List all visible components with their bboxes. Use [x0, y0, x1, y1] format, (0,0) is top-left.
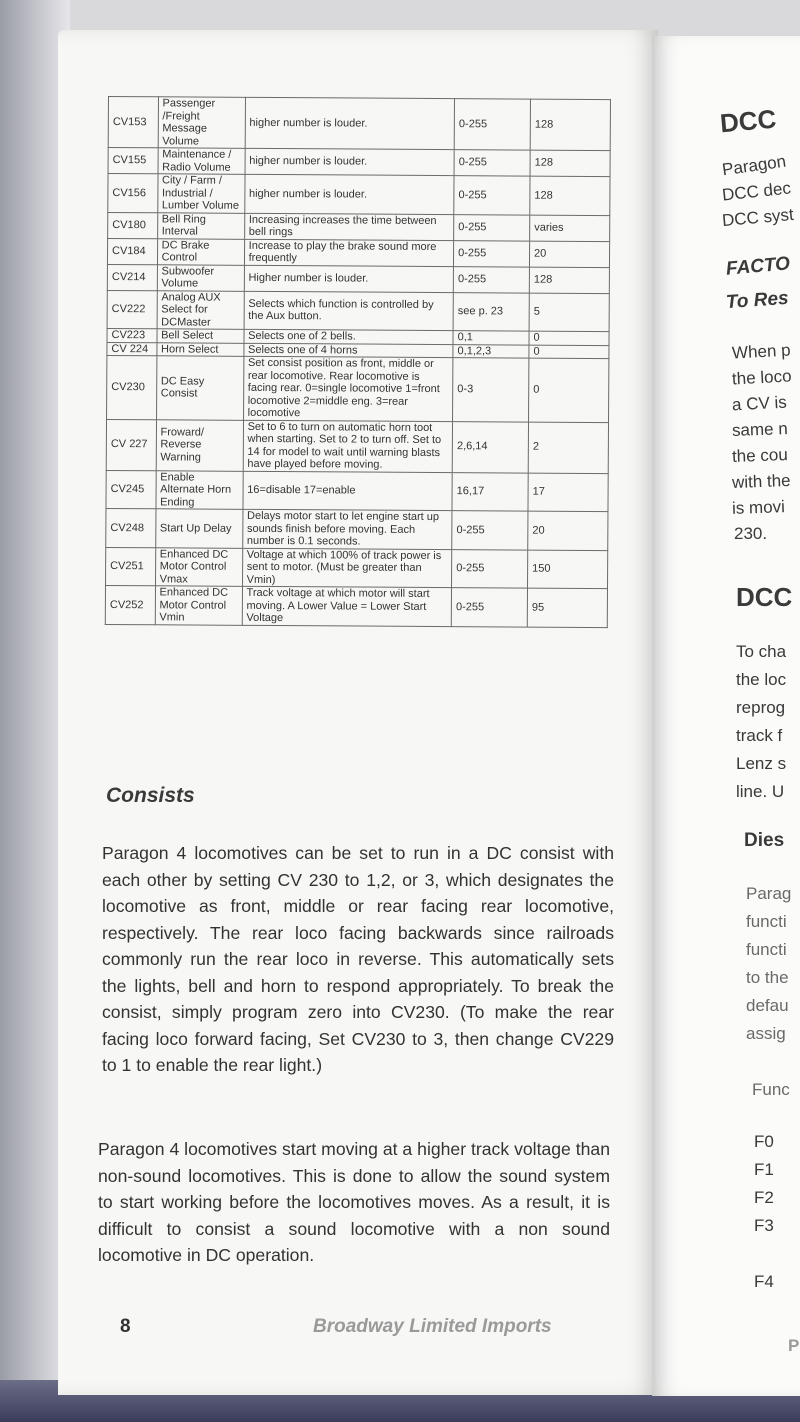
- right-text-line: reprog: [736, 698, 786, 717]
- cell-desc: Voltage at which 100% of track power is sent to motor. (Must be greater than Vmin): [242, 548, 452, 588]
- cell-default: 2: [528, 422, 608, 473]
- table-row: [106, 508, 608, 550]
- right-text-line: same n: [731, 419, 789, 440]
- cell-range: 0-255: [454, 214, 530, 240]
- cell-name: Enable Alternate Horn Ending: [156, 470, 243, 509]
- right-text-line: track f: [736, 726, 783, 745]
- cell-name: Passenger /Freight Message Volume: [158, 97, 245, 149]
- right-text-line: functi: [746, 940, 787, 959]
- cell-default: 128: [530, 176, 610, 215]
- right-function-f3: F3: [754, 1216, 774, 1235]
- cell-desc: higher number is louder.: [245, 97, 455, 149]
- cell-name: Enhanced DC Motor Control Vmax: [155, 547, 242, 586]
- paragraph-consists-2: Paragon 4 locomotives start moving at a higher track voltage than non-sound locomotives. This is done to allow the sound system to start working before the locomotives moves. As a result, it is difficult to consist a sound locomotive with a non sound locomotive in DC operation.: [98, 1139, 610, 1265]
- cell-desc: 16=disable 17=enable: [243, 471, 453, 511]
- cell-name: Horn Select: [156, 342, 243, 356]
- table-row: [106, 547, 608, 589]
- right-text-line: the loc: [736, 670, 787, 689]
- cell-default: 95: [527, 588, 607, 627]
- cell-cv: CV245: [106, 470, 156, 509]
- cell-cv: CV230: [107, 355, 157, 419]
- right-text-line: the loco: [731, 366, 792, 389]
- cell-range: 0-255: [452, 549, 528, 588]
- cell-default: 20: [528, 511, 608, 550]
- cell-default: 150: [528, 550, 608, 589]
- table-row: [107, 264, 609, 293]
- cell-desc: Delays motor start to let engine start up sounds finish before moving. Each number is 0.1 seconds.: [242, 509, 452, 549]
- cell-range: 0,1: [453, 331, 529, 345]
- right-function-f0: F0: [754, 1132, 774, 1151]
- cell-default: varies: [530, 215, 610, 241]
- right-text-line: To cha: [736, 642, 787, 661]
- cell-cv: CV180: [108, 212, 158, 238]
- right-text-line: assig: [746, 1024, 786, 1043]
- cv-table-body: [105, 97, 610, 628]
- right-bottom-letter: P: [788, 1336, 800, 1355]
- cell-desc: higher number is louder.: [245, 148, 455, 175]
- right-text-line: the cou: [731, 445, 789, 466]
- cell-desc: Higher number is louder.: [244, 265, 454, 292]
- section-title: Consists: [106, 784, 195, 807]
- cell-cv: CV155: [108, 148, 158, 174]
- cell-desc: Selects which function is controlled by the Aux button.: [244, 291, 454, 331]
- right-function-f2: F2: [754, 1188, 774, 1207]
- cell-desc: Set consist position as front, middle or rear locomotive. Rear locomotive is facing rear. 0=single locomotive 1=front locomotive 2=middle eng. 3=rear locomotive: [243, 356, 453, 421]
- cell-default: 20: [529, 241, 609, 267]
- cell-cv: CV252: [105, 585, 155, 624]
- cell-cv: CV251: [106, 547, 156, 586]
- right-heading-dcc-2: DCC: [736, 582, 793, 612]
- cell-desc: Set to 6 to turn on automatic horn toot when starting. Set to 2 to turn off. Set to 14 for model to wait until warning blasts have played before moving.: [243, 420, 453, 472]
- cell-cv: CV 224: [107, 342, 157, 356]
- cell-name: Analog AUX Select for DCMaster: [157, 290, 244, 329]
- right-text-line: defau: [746, 996, 789, 1015]
- cv-table: [105, 96, 611, 628]
- cell-desc: Increasing increases the time between bell rings: [244, 213, 454, 240]
- cell-cv: CV248: [106, 508, 156, 547]
- right-text-line: 230.: [734, 524, 768, 543]
- cell-range: 0-255: [454, 176, 530, 215]
- cell-range: 0,1,2,3: [453, 344, 529, 358]
- cell-name: City / Farm / Industrial / Lumber Volume: [157, 174, 244, 213]
- cell-default: 5: [529, 293, 609, 332]
- page-number: 8: [120, 1316, 131, 1337]
- right-text-line: functi: [746, 912, 787, 931]
- right-text-line: with the: [731, 470, 791, 493]
- cell-default: 128: [530, 150, 610, 176]
- cell-default: 128: [530, 99, 610, 150]
- cell-range: see p. 23: [453, 292, 529, 331]
- right-text-line: to the: [746, 968, 789, 987]
- cell-cv: CV156: [108, 174, 158, 213]
- cell-range: 0-3: [453, 358, 529, 422]
- cell-range: 0-255: [452, 511, 528, 550]
- cell-cv: CV222: [107, 290, 157, 329]
- table-row: [106, 419, 608, 473]
- paragraph-consists-1: Paragon 4 locomotives can be set to run in a DC consist with each other by setting CV 230 to 1,2, or 3, which designates the locomotive as front, middle or rear facing rear locomotive, respectively. The rear loco facing backwards since railroads commonly run the rear loco in reverse. This automatically sets the lights, bell and horn to respond appropriately. To break the consist, simply program zero into CV230. (To make the rear facing loco forward facing, Set CV230 to 3, then change CV229 to 1 to enable the rear light.): [102, 843, 614, 1075]
- footer-brand: Broadway Limited Imports: [313, 1316, 552, 1337]
- cell-name: DC Brake Control: [157, 238, 244, 265]
- right-text-line: Lenz s: [736, 754, 787, 773]
- cell-range: 0-255: [454, 240, 530, 266]
- cell-desc: Selects one of 4 horns: [244, 343, 454, 358]
- right-intro-line-2: DCC dec: [721, 178, 792, 205]
- right-function-f4: F4: [754, 1272, 774, 1291]
- right-text-line: is movi: [731, 497, 786, 518]
- right-intro-line-3: DCC syst: [721, 204, 795, 231]
- cell-cv: CV184: [107, 238, 157, 264]
- cell-name: DC Easy Consist: [156, 356, 243, 420]
- cell-range: 0-255: [454, 99, 530, 150]
- right-subheading-diesel: Dies: [744, 830, 785, 851]
- table-row: [108, 148, 610, 177]
- cell-range: 0-255: [451, 588, 527, 627]
- right-text-line: line. U: [736, 782, 785, 801]
- table-row: [105, 585, 607, 627]
- right-text-line: When p: [731, 340, 792, 363]
- cell-name: Enhanced DC Motor Control Vmin: [155, 586, 242, 625]
- cell-desc: Increase to play the brake sound more frequently: [244, 239, 454, 266]
- right-intro-line-1: Paragon: [720, 151, 788, 180]
- right-text-line: a CV is: [731, 392, 788, 415]
- right-heading-dcc: DCC: [718, 103, 778, 139]
- table-row: [106, 470, 608, 512]
- right-function-label: Func: [752, 1080, 790, 1099]
- cell-default: 128: [529, 267, 609, 293]
- cell-cv: CV214: [107, 264, 157, 290]
- cell-desc: higher number is louder.: [244, 174, 454, 214]
- cell-range: 0-255: [453, 266, 529, 292]
- right-function-f1: F1: [754, 1160, 774, 1179]
- right-text-line: Parag: [746, 884, 792, 903]
- table-row: [107, 355, 609, 422]
- table-row: [107, 290, 609, 332]
- right-factory-heading-1: FACTO: [725, 253, 791, 280]
- cell-name: Froward/ Reverse Warning: [156, 419, 243, 471]
- cell-default: 17: [528, 473, 608, 512]
- cell-default: 0: [529, 345, 609, 359]
- cell-range: 2,6,14: [452, 421, 528, 472]
- cell-name: Maintenance / Radio Volume: [158, 148, 245, 175]
- cell-desc: Track voltage at which motor will start moving. A Lower Value = Lower Start Voltage: [242, 586, 452, 626]
- cell-cv: CV223: [107, 328, 157, 342]
- cell-name: Bell Select: [157, 329, 244, 343]
- table-row: [107, 238, 609, 267]
- cell-default: 0: [529, 358, 609, 422]
- cell-range: 16,17: [452, 472, 528, 511]
- table-row: [108, 212, 610, 241]
- table-row: [108, 97, 610, 151]
- cell-default: 0: [529, 331, 609, 345]
- table-row: [108, 174, 610, 216]
- right-page: [652, 36, 800, 1396]
- right-factory-heading-2: To Res: [725, 287, 790, 314]
- cell-range: 0-255: [454, 150, 530, 176]
- cell-name: Bell Ring Interval: [157, 212, 244, 239]
- cell-desc: Selects one of 2 bells.: [244, 329, 454, 344]
- cell-name: Subwoofer Volume: [157, 264, 244, 291]
- cell-cv: CV153: [108, 97, 158, 148]
- cell-cv: CV 227: [106, 419, 156, 470]
- cell-name: Start Up Delay: [155, 509, 242, 548]
